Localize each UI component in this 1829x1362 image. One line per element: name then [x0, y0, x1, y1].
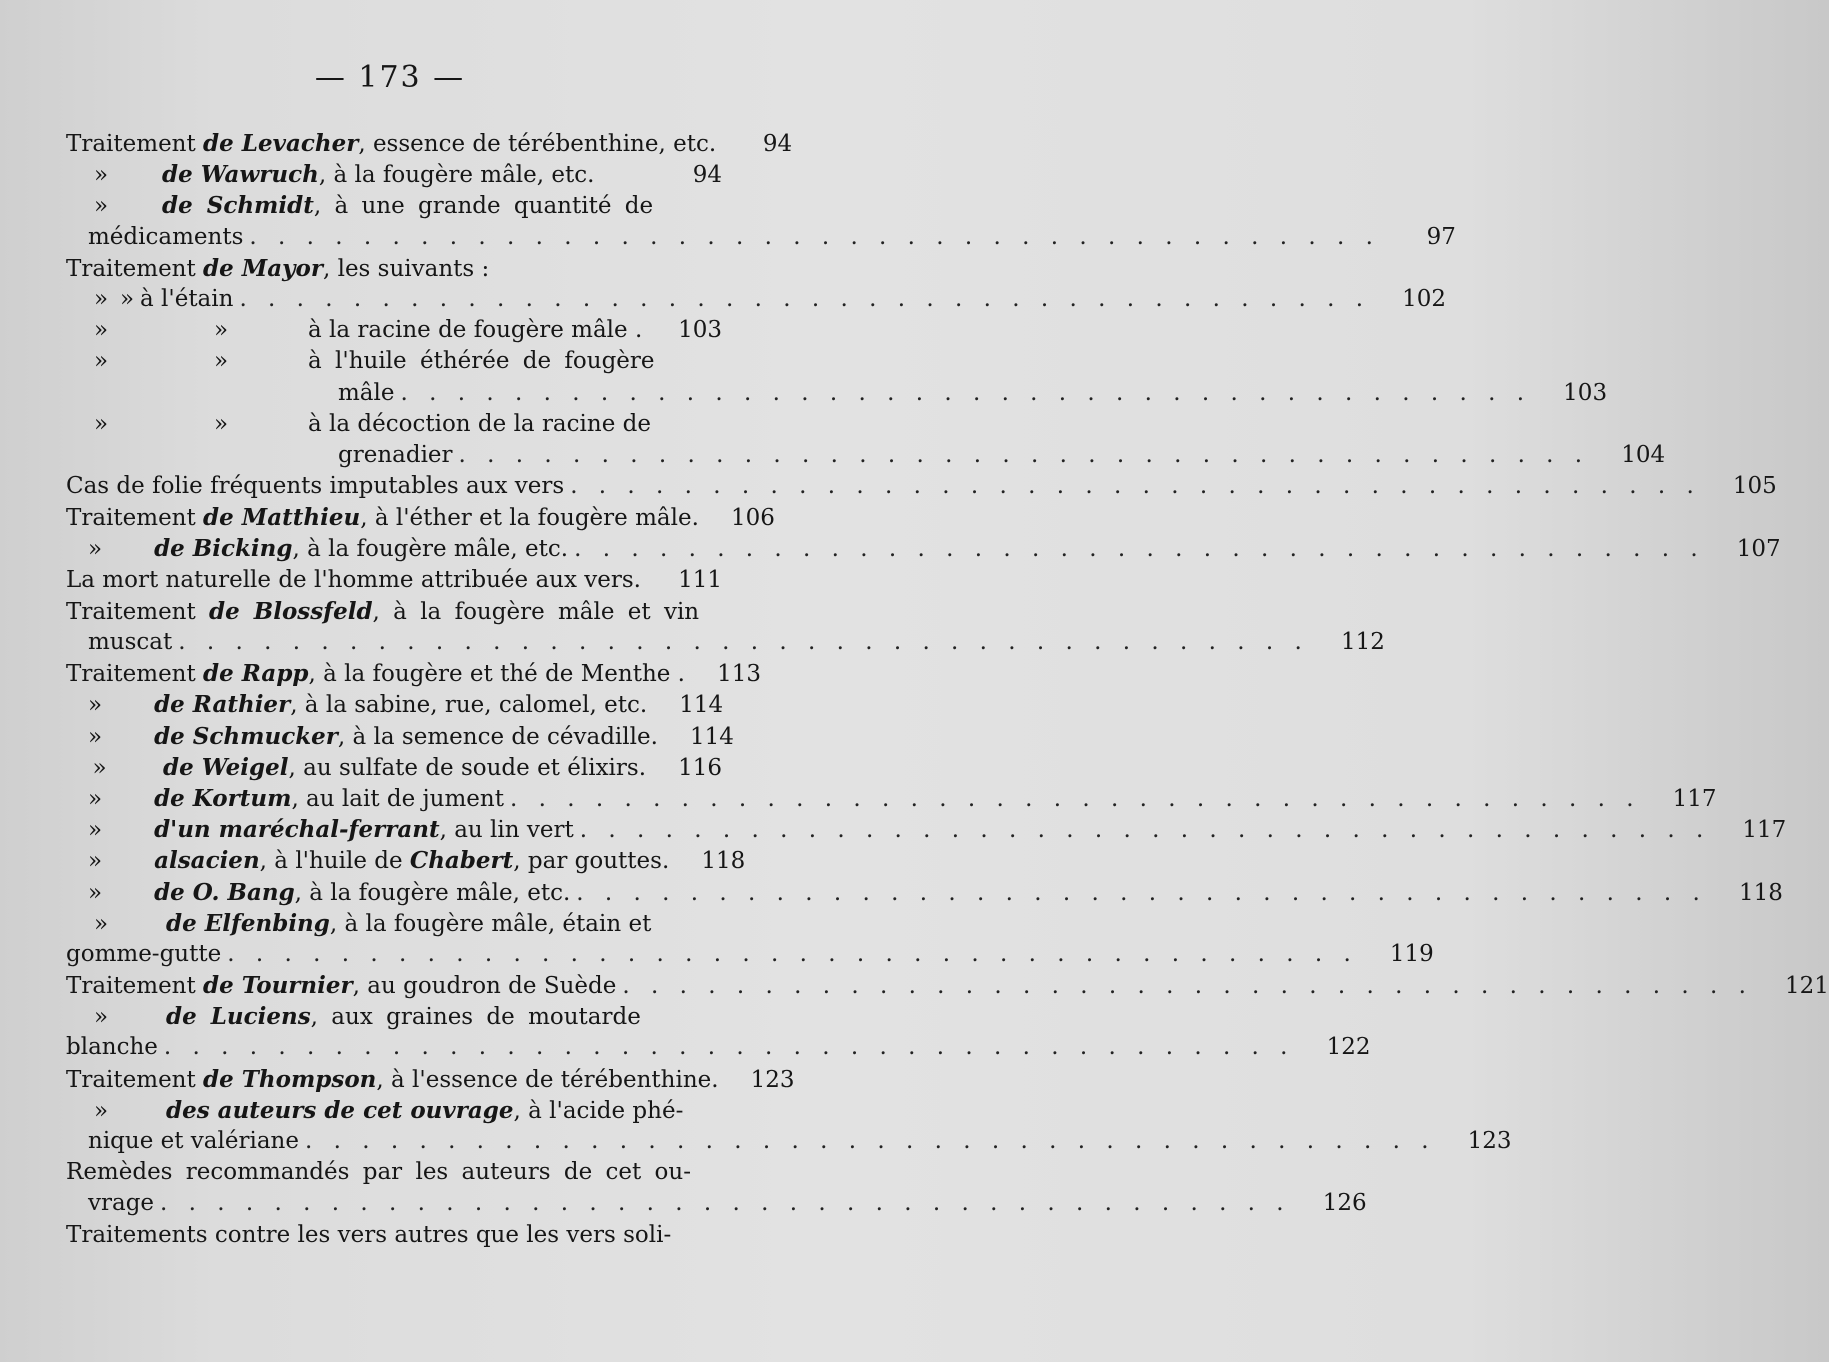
entry-description: , à la fougère mâle et vin: [372, 598, 700, 625]
entry-description: Remèdes recommandés par les auteurs de cet ou-: [66, 1159, 691, 1186]
entry-description: , à une grande quantité de: [313, 193, 654, 220]
author-name: de Kortum: [154, 784, 292, 812]
entry-description: grenadier: [338, 441, 453, 468]
toc-entry: [66, 565, 722, 596]
toc-entry: [66, 1095, 722, 1126]
leader-dots: . . . . . . . . . . . . . . . . . . . . . . . . . . . . . . . . . . . . . . . .: [304, 1128, 1436, 1154]
entry-description: , à la fougère mâle, etc.: [292, 536, 569, 563]
leader-dots: . . . . . . . . . . . . . . . . . . . . . . . . . . . . . . . . . . . . . . . .: [163, 1034, 1295, 1061]
entry-description: Traitements contre les vers autres que les vers soli-: [66, 1221, 672, 1248]
page-ref: 103: [1563, 379, 1608, 406]
toc-entry: [66, 877, 1783, 908]
toc-entry-continuation: [66, 1032, 1371, 1063]
leader-dots: . . . . . . . . . . . . . . . . . . . . . . . . . . . . . . . . . . . . . . . .: [622, 973, 1753, 1000]
leader-dots: . . . . . . . . . . . . . . . . . . . . . . . . . . . . . . . . . . . . . . . .: [160, 1190, 1291, 1217]
leader-dots: . . . . . . . . . . . . . . . . . . . . . . . . . . . . . . . . . . . . . . . .: [509, 785, 1641, 812]
page-ref: 107: [1736, 536, 1781, 563]
author-name: de Thompson: [203, 1065, 377, 1093]
toc-entry: [66, 502, 775, 533]
toc-entry: [66, 814, 1787, 845]
author-name: d'un maréchal-ferrant: [154, 816, 440, 844]
toc-entry: [66, 533, 1781, 564]
entry-description: muscat: [88, 629, 173, 655]
entry-prefix: Traitement: [66, 255, 204, 282]
entry-description: blanche: [66, 1034, 158, 1061]
ditto-mark: »: [88, 817, 103, 844]
ditto-mark: »: [93, 348, 109, 375]
toc-entry: [66, 721, 734, 752]
toc-entry: [66, 689, 722, 720]
toc-entry: [66, 596, 722, 627]
ditto-mark: »: [213, 317, 229, 344]
author-name: de Schmidt: [162, 192, 314, 220]
author-name: de Wawruch: [162, 161, 319, 189]
entry-description: , essence de térébenthine, etc.: [358, 131, 717, 157]
entry-prefix: Traitement: [66, 598, 210, 625]
toc-entry-continuation: [66, 440, 1666, 471]
page-ref: 105: [1732, 473, 1777, 500]
toc-entry: [66, 752, 722, 783]
entry-description: à la décoction de la racine de: [308, 410, 651, 437]
page-ref: 94: [692, 162, 722, 189]
page-ref: 103: [678, 317, 722, 344]
author-name: des auteurs de cet ouvrage: [166, 1096, 514, 1124]
entry-description: , à la sabine, rue, calomel, etc.: [290, 692, 648, 719]
ditto-mark: »: [213, 348, 229, 375]
author-name: de Rathier: [154, 691, 291, 719]
toc-entry: [66, 190, 722, 221]
page-ref: 102: [1402, 285, 1447, 312]
entry-description: , à l'essence de térébenthine.: [376, 1066, 719, 1093]
author-name: de Levacher: [203, 130, 359, 157]
entry-prefix: Traitement: [66, 1066, 204, 1093]
entry-description: , à l'éther et la fougère mâle.: [360, 505, 699, 532]
page-ref: 112: [1340, 629, 1385, 655]
page-number: — 173 —: [314, 60, 466, 95]
leader-dots: . . . . . . . . . . . . . . . . . . . . . . . . . . . . . . . . . . . . . . . .: [249, 223, 1380, 250]
ditto-mark: »: [92, 754, 107, 781]
entry-prefix: Traitement: [66, 973, 204, 1000]
toc-entry-continuation: [66, 1126, 1512, 1157]
entry-description: nique et valériane: [88, 1128, 299, 1154]
page-ref: 122: [1326, 1034, 1371, 1061]
toc-entry-continuation: [66, 222, 1456, 253]
page-ref: 111: [678, 566, 722, 593]
toc-entry: [66, 409, 722, 440]
leader-dots: . . . . . . . . . . . . . . . . . . . . . . . . . . . . . . . . . . . . . . . .: [178, 629, 1309, 655]
toc-entry: [66, 128, 793, 159]
page-ref: 123: [1467, 1128, 1512, 1154]
toc-entry-continuation: [66, 378, 1608, 409]
entry-description: , à l'huile de: [259, 848, 410, 875]
toc-entry: [66, 1157, 722, 1188]
toc-entry: [66, 1220, 722, 1251]
entry-description: mâle: [338, 379, 395, 406]
leader-dots: . . . . . . . . . . . . . . . . . . . . . . . . . . . . . . . . . . . . . . . .: [570, 473, 1701, 500]
toc-entry: [66, 346, 722, 377]
ditto-mark: »: [88, 692, 103, 719]
author-name: de Schmucker: [154, 722, 338, 750]
page-ref: 106: [730, 505, 775, 532]
entry-description: , au goudron de Suède: [352, 973, 617, 1000]
ditto-mark: »: [93, 193, 109, 220]
toc-entry: [66, 658, 761, 689]
toc-entry: [66, 1001, 722, 1032]
toc-entry: [66, 908, 722, 939]
page-ref: 119: [1389, 940, 1434, 967]
ditto-mark: »: [93, 1097, 109, 1124]
ditto-mark: »: [93, 910, 109, 937]
page-ref: 97: [1426, 223, 1456, 250]
leader-dots: . . . . . . . . . . . . . . . . . . . . . . . . . . . . . . . . . . . . . . . .: [576, 879, 1707, 906]
ditto-mark: »: [93, 1004, 109, 1031]
toc-entry: [66, 471, 1777, 502]
entry-description: , par gouttes.: [513, 848, 670, 875]
page-ref: 123: [750, 1066, 795, 1093]
entry-description: La mort naturelle de l'homme attribuée aux vers.: [66, 566, 641, 593]
entry-description: , à la semence de cévadille.: [337, 723, 658, 750]
entry-description: à l'huile éthérée de fougère: [308, 348, 655, 375]
entry-prefix: Traitement: [66, 131, 204, 157]
entry-description: , à la fougère mâle, etc.: [318, 162, 595, 189]
ditto-mark: »: [88, 536, 103, 563]
entry-description: , les suivants :: [322, 255, 490, 282]
entry-description: , à la fougère et thé de Menthe .: [308, 661, 685, 688]
entry-description: , au lait de jument: [291, 785, 504, 812]
toc-entry: [66, 783, 1717, 814]
page-ref: 117: [1742, 817, 1787, 844]
leader-dots: . . . . . . . . . . . . . . . . . . . . . . . . . . . . . . . . . . . . . . . .: [227, 940, 1358, 967]
entry-description: , au lin vert: [439, 817, 574, 844]
leader-dots: . . . . . . . . . . . . . . . . . . . . . . . . . . . . . . . . . . . . . . . .: [239, 285, 1371, 312]
entry-description: , au sulfate de soude et élixirs.: [288, 754, 646, 781]
author-name: de Blossfeld: [209, 597, 373, 625]
toc-entry-continuation: [66, 627, 1385, 658]
page-ref: 113: [717, 661, 761, 688]
toc-entry: [66, 1064, 795, 1095]
page-ref: 114: [690, 723, 734, 750]
author-name: Chabert: [409, 847, 514, 875]
entry-description: , à l'acide phé-: [513, 1097, 684, 1124]
ditto-mark: »: [88, 723, 103, 750]
page-ref: 117: [1672, 785, 1717, 812]
ditto-mark: »: [88, 848, 103, 875]
author-name: de Mayor: [203, 254, 323, 282]
toc-entry: [66, 315, 722, 346]
ditto-mark: »: [93, 317, 109, 344]
entry-description: à l'étain: [140, 285, 234, 312]
entry-prefix: Traitement: [66, 505, 204, 532]
author-name: de O. Bang: [154, 878, 295, 906]
entry-prefix: Traitement: [66, 661, 204, 688]
page-ref: 121: [1785, 973, 1829, 1000]
leader-dots: . . . . . . . . . . . . . . . . . . . . . . . . . . . . . . . . . . . . . . . .: [400, 379, 1532, 406]
toc-entry: [66, 284, 1447, 315]
leader-dots: . . . . . . . . . . . . . . . . . . . . . . . . . . . . . . . . . . . . . . . .: [579, 817, 1711, 844]
author-name: de Matthieu: [203, 504, 361, 532]
author-name: de Bicking: [154, 535, 293, 563]
table-of-contents: [66, 128, 1829, 1251]
toc-entry: [66, 970, 1829, 1001]
leader-dots: . . . . . . . . . . . . . . . . . . . . . . . . . . . . . . . . . . . . . . . .: [458, 441, 1590, 468]
author-name: de Elfenbing: [166, 909, 330, 937]
ditto-mark: »: [93, 162, 109, 189]
ditto-mark: »: [93, 410, 109, 437]
ditto-mark: »: [88, 879, 103, 906]
toc-entry-continuation: [66, 939, 1434, 970]
page-ref: 126: [1322, 1190, 1367, 1217]
leader-dots: . . . . . . . . . . . . . . . . . . . . . . . . . . . . . . . . . . . . . . . .: [574, 536, 1705, 563]
entry-description: , à la fougère mâle, etc.: [294, 879, 571, 906]
entry-description: gomme-gutte: [66, 940, 222, 967]
author-name: de Weigel: [162, 753, 289, 781]
page-ref: 104: [1621, 441, 1666, 468]
author-name: de Tournier: [203, 972, 353, 1000]
toc-entry: [66, 159, 722, 190]
author-name: de Luciens: [166, 1003, 311, 1031]
toc-entry-continuation: [66, 1188, 1367, 1219]
author-name: de Rapp: [203, 660, 309, 688]
ditto-mark: »: [88, 785, 103, 812]
entry-description: , aux graines de moutarde: [310, 1004, 641, 1031]
entry-description: médicaments: [88, 223, 244, 250]
author-name: alsacien: [154, 847, 260, 875]
page-ref: 94: [762, 131, 793, 157]
toc-entry: [66, 845, 746, 876]
entry-description: Cas de folie fréquents imputables aux vers: [66, 473, 565, 500]
page-ref: 118: [1738, 879, 1783, 906]
page-ref: 114: [679, 692, 724, 719]
ditto-mark: »: [119, 285, 135, 312]
entry-description: vrage: [88, 1190, 155, 1217]
ditto-mark: »: [93, 285, 109, 312]
page-ref: 116: [678, 754, 722, 781]
toc-entry: [66, 253, 722, 284]
page-ref: 118: [701, 848, 746, 875]
entry-description: à la racine de fougère mâle .: [308, 317, 643, 344]
ditto-mark: »: [213, 410, 229, 437]
entry-description: , à la fougère mâle, étain et: [329, 910, 652, 937]
